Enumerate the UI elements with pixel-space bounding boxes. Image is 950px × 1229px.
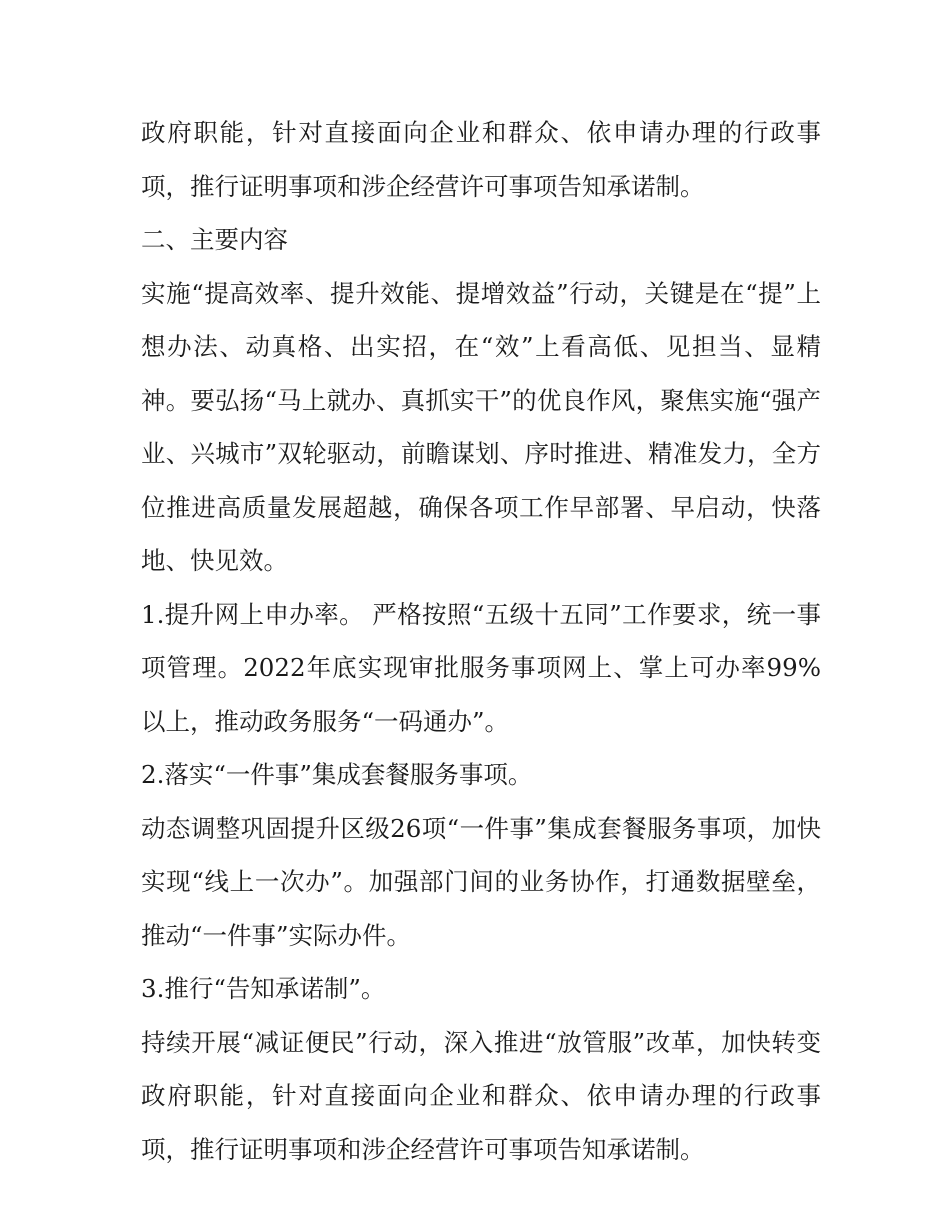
item-1-online-rate: 1.提升网上申办率。 严格按照“五级十五同”工作要求，统一事项管理。2022年底实现审批服务事项网上、掌上可办率99%以上，推动政务服务“一码通办”。 xyxy=(141,599,821,736)
item-2-body: 动态调整巩固提升区级26项“一件事”集成套餐服务事项，加快实现“线上一次办”。加强部门间的业务协作，打通数据壁垒，推动“一件事”实际办件。 xyxy=(141,813,821,950)
paragraph-continuation: 政府职能，针对直接面向企业和群众、依申请办理的行政事项，推行证明事项和涉企经营许可事项告知承诺制。 xyxy=(141,118,821,201)
paragraph-overview: 实施“提高效率、提升效能、提增效益”行动，关键是在“提”上想办法、动真格、出实招，在“效”上看高低、见担当、显精神。要弘扬“马上就办、真抓实干”的优良作风，聚焦实施“强产业、兴城市”双轮驱动，前瞻谋划、序时推进、精准发力，全方位推进高质量发展超越，确保各项工作早部署、早启动，快落地、快见效。 xyxy=(141,278,821,575)
item-3-body: 持续开展“减证便民”行动，深入推进“放管服”改革，加快转变政府职能，针对直接面向企业和群众、依申请办理的行政事项，推行证明事项和涉企经营许可事项告知承诺制。 xyxy=(141,1027,821,1164)
item-3-heading: 3.推行“告知承诺制”。 xyxy=(141,974,386,1003)
item-2-heading: 2.落实“一件事”集成套餐服务事项。 xyxy=(141,760,533,789)
section-heading-main-content: 二、主要内容 xyxy=(141,225,288,254)
document-body xyxy=(141,106,821,1176)
